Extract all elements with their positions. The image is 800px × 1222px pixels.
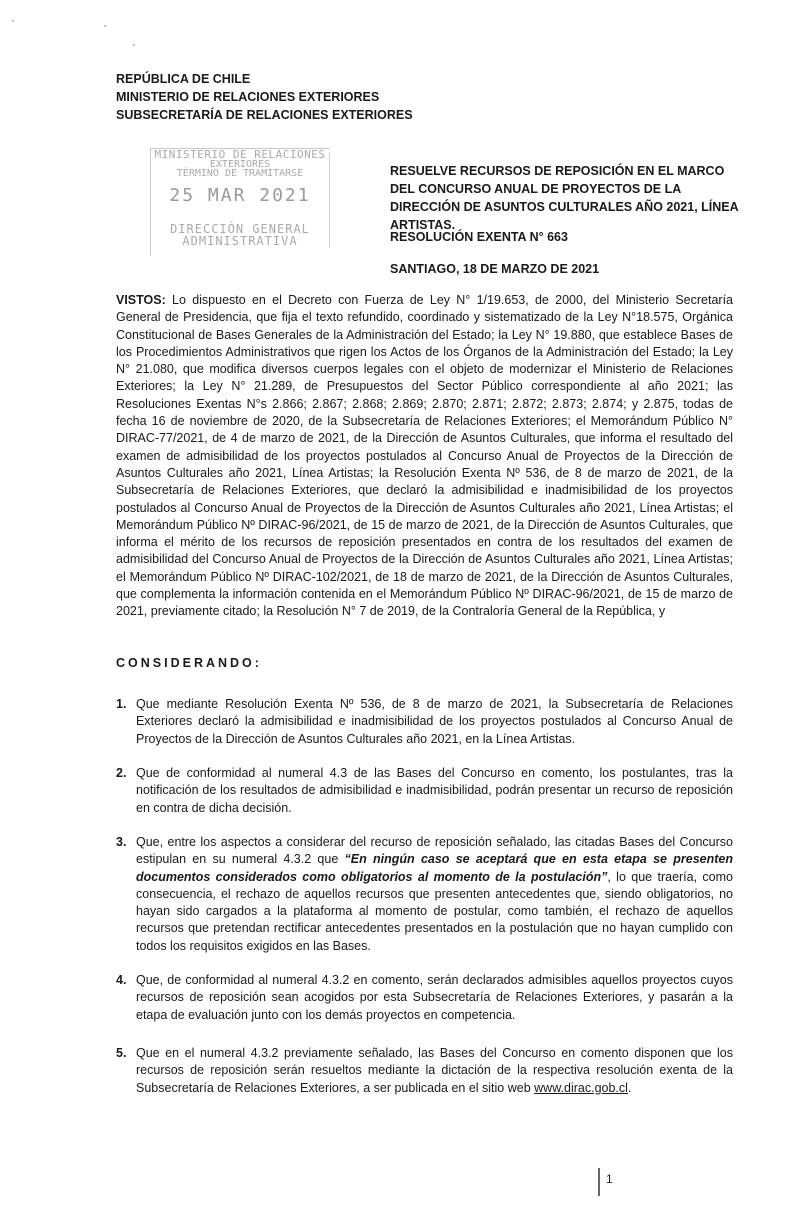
item-number: 2. <box>116 766 127 780</box>
item-text: Que de conformidad al numeral 4.3 de las Bases del Concurso en comento, los postulantes, tras la notificación de los resultados de admisibilidad e inadmisibilidad, podrán presentar un recurso de reposición en contra de dicha decisión. <box>136 766 733 815</box>
stamp-ministry: MINISTERIO DE RELACIONES <box>154 148 326 161</box>
header-country: REPÚBLICA DE CHILE <box>116 72 251 86</box>
stamp-exteriores: EXTERIORES <box>209 159 271 170</box>
item-text: Que, entre los aspectos a considerar del recurso de reposición señalado, las citadas Bases del Concurso estipulan en su numeral 4.3.2 que “En ningún caso se aceptará que en esta etapa se presenten documentos considerados como obligatorios al momento de la postulación”, lo que traería, como consecuencia, el rechazo de aquellos recursos que presenten antecedentes que, siendo obligatorios, no hayan sido cargados a la plataforma al momento de postular, como también, el rechazo de aquellos recursos que pretendan rectificar antecedentes presentados en la postulación que no hayan cumplido con todos los requisitos exigidos en las Bases. <box>136 835 734 953</box>
item-text: Que mediante Resolución Exenta Nº 536, de 8 de marzo de 2021, la Subsecretaría de Relaciones Exteriores declaró la admisibilidad e inadmisibilidad de los proyectos postulados al Concurso Anual de Proyectos de la Dirección de Asuntos Culturales año 2021, en la Línea Artistas. <box>136 697 733 746</box>
considerando-heading: CONSIDERANDO: <box>116 656 262 670</box>
item-number: 4. <box>116 973 127 987</box>
stamp-direccion: DIRECCIÓN GENERAL <box>170 222 310 236</box>
item-number: 3. <box>116 835 127 849</box>
vistos-paragraph <box>116 292 733 621</box>
stamp-date: 25 MAR 2021 <box>169 185 311 206</box>
item-text: Que en el numeral 4.3.2 previamente señalado, las Bases del Concurso en comento disponen que los recursos de reposición serán resueltos mediante la dictación de la respectiva resolución exenta de la Subsecretaría de Relaciones Exteriores, a ser publicada en el sitio web www.dirac.gob.cl. <box>136 1046 733 1095</box>
vistos-text: Lo dispuesto en el Decreto con Fuerza de Ley N° 1/19.653, de 2000, del Ministerio Secretaría General de Presidencia, que fija el texto refundido, coordinado y sistematizado de la Ley N°18.575, Orgánica Constitucional de Bases Generales de la Administración del Estado; la Ley N° 19.880, que establece Bases de los Procedimientos Administrativos que rigen los Actos de los Órganos de la Administración del Estado; la Ley N° 21.080, que modifica diversos cuerpos legales con el objeto de modernizar el Ministerio de Relaciones Exteriores; la Ley N° 21.289, de Presupuestos del Sector Público correspondiente al año 2021; las Resoluciones Exentas N°s 2.866; 2.867; 2.868; 2.869; 2.870; 2.871; 2.872; 2.873; 2.874; y 2.875, todas de fecha 16 de noviembre de 2020, de la Subsecretaría de Relaciones Exteriores; el Memorándum Público N° DIRAC-77/2021, de 4 de marzo de 2021, de la Dirección de Asuntos Culturales, que informa el resultado del examen de admisibilidad de los proyectos postulados al Concurso Anual de Proyectos de la Dirección de Asuntos Culturales año 2021, Línea Artistas; la Resolución Exenta Nº 536, de 8 de marzo de 2021, de la Subsecretaría de Relaciones Exteriores, que declaró la admisibilidad e inadmisibilidad de los proyectos postulados al Concurso Anual de Proyectos de la Dirección de Asuntos Culturales año 2021, Línea Artistas; el Memorándum Público Nº DIRAC-96/2021, de 15 de marzo de 2021, de la Dirección de Asuntos Culturales, que informa el mérito de los recursos de reposición presentados en contra de los resultados del examen de admisibilidad del Concurso Anual de Proyectos de la Dirección de Asuntos Culturales año 2021, Línea Artistas; el Memorándum Público Nº DIRAC-102/2021, de 18 de marzo de 2021, de la Dirección de Asuntos Culturales, que complementa la información contenida en el Memorándum Público Nº DIRAC-96/2021, de 15 de marzo de 2021, previamente citado; la Resolución N° 7 de 2019, de la Contraloría General de la República, y <box>116 293 733 619</box>
stamp-termino: TÉRMINO DE TRAMITARSE <box>176 168 304 179</box>
scan-speck <box>133 44 135 46</box>
scan-speck <box>104 25 106 27</box>
place-date: SANTIAGO, 18 DE MARZO DE 2021 <box>390 262 600 276</box>
bases-quote: “En ningún caso se aceptará que en esta etapa se presenten documentos considerados como obligatorios al momento de la postulación” <box>136 852 734 884</box>
resolution-number: RESOLUCIÓN EXENTA N° 663 <box>390 230 568 244</box>
stamp-administrativa: ADMINISTRATIVA <box>182 234 298 248</box>
item-number: 1. <box>116 697 127 711</box>
received-stamp <box>150 145 330 257</box>
page-number-rule <box>598 1168 600 1196</box>
page-number: 1 <box>606 1172 613 1186</box>
issuer-header <box>116 70 413 124</box>
item-number: 5. <box>116 1046 127 1060</box>
header-subsecretariat: SUBSECRETARÍA DE RELACIONES EXTERIORES <box>116 108 413 122</box>
resolution-title: RESUELVE RECURSOS DE REPOSICIÓN EN EL MARCO DEL CONCURSO ANUAL DE PROYECTOS DE LA DIRECCIÓN DE ASUNTOS CULTURALES AÑO 2021, LÍNEA ARTISTAS. <box>390 164 739 232</box>
item-text: Que, de conformidad al numeral 4.3.2 en comento, serán declarados admisibles aquellos proyectos cuyos recursos de reposición sean acogidos por esta Subsecretaría de Relaciones Exteriores, y pasarán a la etapa de evaluación junto con los demás proyectos en competencia. <box>136 973 733 1022</box>
vistos-label: VISTOS: <box>116 293 166 307</box>
header-ministry: MINISTERIO DE RELACIONES EXTERIORES <box>116 90 380 104</box>
dirac-website-link[interactable]: www.dirac.gob.cl <box>534 1080 628 1095</box>
scan-speck <box>12 20 14 22</box>
